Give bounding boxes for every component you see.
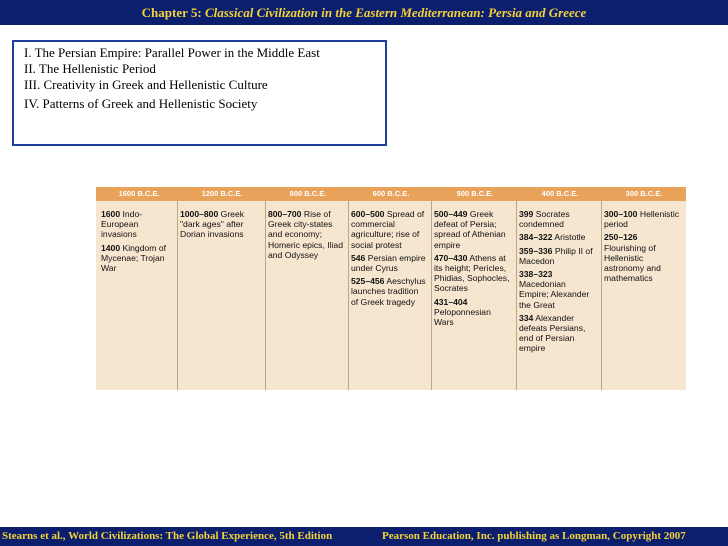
timeline-entry-date: 300–100 [604,209,638,219]
timeline-entry-text: Peloponnesian Wars [434,306,491,328]
timeline-entry-text: Aeschylus launches tradition of Greek tragedy [351,276,426,307]
timeline-entry [351,253,427,273]
timeline-entry [351,276,427,307]
timeline-cell [519,209,597,357]
chapter-prefix: Chapter 5: [141,5,202,20]
timeline-entry-text: Macedonian Empire; Alexander the Great [519,279,590,310]
timeline-entry-date: 546 [351,252,366,263]
timeline-entry [519,232,597,242]
timeline-entry [434,297,512,328]
timeline-cell [268,209,344,263]
timeline-divider [601,201,602,390]
timeline-entry-date: 1400 [101,242,121,253]
outline-item-4: IV. Patterns of Greek and Hellenistic Society [24,96,258,111]
timeline-entry-text: Alexander defeats Persians, end of Persian empire [519,312,586,354]
timeline-entry-date: 600–500 [351,209,385,219]
timeline-entry [519,246,597,266]
timeline-cell [604,209,680,286]
timeline-entry-text: Indo-European invasions [101,209,143,240]
timeline-entry-date: 399 [519,209,534,219]
timeline-column-header: 500 B.C.E. [456,189,494,198]
timeline-column-header: 800 B.C.E. [289,189,327,198]
timeline-entry [604,209,680,229]
timeline-table [96,187,686,390]
timeline-entry-text: Greek "dark ages" after Dorian invasions [180,209,245,240]
timeline-entry [519,269,597,310]
timeline-entry [101,243,173,274]
footer [0,527,728,546]
timeline-entry [434,209,512,250]
chapter-header [0,0,728,25]
timeline-entry-date: 334 [519,312,534,323]
timeline-entry [268,209,344,260]
timeline-cell [434,209,512,330]
outline-item-3: III. Creativity in Greek and Hellenistic Culture [24,77,268,92]
timeline-divider [516,201,517,390]
chapter-outline [12,40,387,146]
timeline-entry-text: Greek defeat of Persia; spread of Athenian empire [434,209,506,250]
timeline-column-header: 1600 B.C.E. [118,189,160,198]
timeline-divider [177,201,178,390]
timeline-entry [519,209,597,229]
timeline-column-header: 1200 B.C.E. [201,189,243,198]
timeline-entry-text: Philip II of Macedon [519,245,593,266]
timeline-cell [351,209,427,310]
timeline-entry-date: 525–456 [351,276,385,287]
timeline-entry-text: Athens at its height; Pericles, Phidias, Sophocles, Socrates [434,252,510,294]
timeline-entry-text: Kingdom of Mycenae; Trojan War [101,242,166,274]
timeline-entry-date: 1600 [101,209,121,219]
timeline-entry-date: 1000–800 [180,209,219,219]
timeline-column-header: 300 B.C.E. [625,189,663,198]
timeline-entry-date: 338–323 [519,269,553,280]
outline-item-1: I. The Persian Empire: Parallel Power in the Middle East [24,45,320,60]
timeline-divider [431,201,432,390]
timeline-cell [180,209,260,243]
timeline-entry-text: Hellenistic period [604,209,680,230]
footer-copyright: Pearson Education, Inc. publishing as Longman, Copyright 2007 [382,530,686,542]
timeline-divider [265,201,266,390]
timeline-column-header: 400 B.C.E. [541,189,579,198]
timeline-divider [348,201,349,390]
timeline-entry [180,209,260,240]
timeline-entry-text: Flourishing of Hellenistic astronomy and mathematics [604,242,661,284]
timeline-entry-text: Spread of commercial agriculture; rise of social protest [351,209,425,250]
timeline-entry [604,232,680,283]
timeline-entry-date: 470–430 [434,252,468,263]
timeline-entry [101,209,173,240]
timeline-entry-date: 500–449 [434,209,468,219]
timeline-entry-text: Persian empire under Cyrus [351,252,426,274]
timeline-cell [101,209,173,276]
timeline-entry-date: 359–336 [519,245,553,256]
timeline-entry [351,209,427,250]
footer-citation: Stearns et al., World Civilizations: The Global Experience, 5th Edition [2,530,333,542]
timeline-entry-text: Aristotle [552,232,586,243]
timeline-column-header: 600 B.C.E. [372,189,410,198]
timeline-entry-date: 250–126 [604,232,638,243]
chapter-title: Classical Civilization in the Eastern Mediterranean: Persia and Greece [204,5,587,20]
outline-item-2: II. The Hellenistic Period [24,61,156,76]
timeline-entry-date: 384–322 [519,232,553,243]
timeline-entry-date: 800–700 [268,209,302,219]
timeline-entry [434,253,512,294]
timeline-entry-text: Rise of Greek city-states and economy; Homeric epics, Iliad and Odyssey [268,209,343,260]
timeline-entry-text: Socrates condemned [519,209,570,230]
timeline-entry [519,313,597,354]
timeline-entry-date: 431–404 [434,296,468,307]
